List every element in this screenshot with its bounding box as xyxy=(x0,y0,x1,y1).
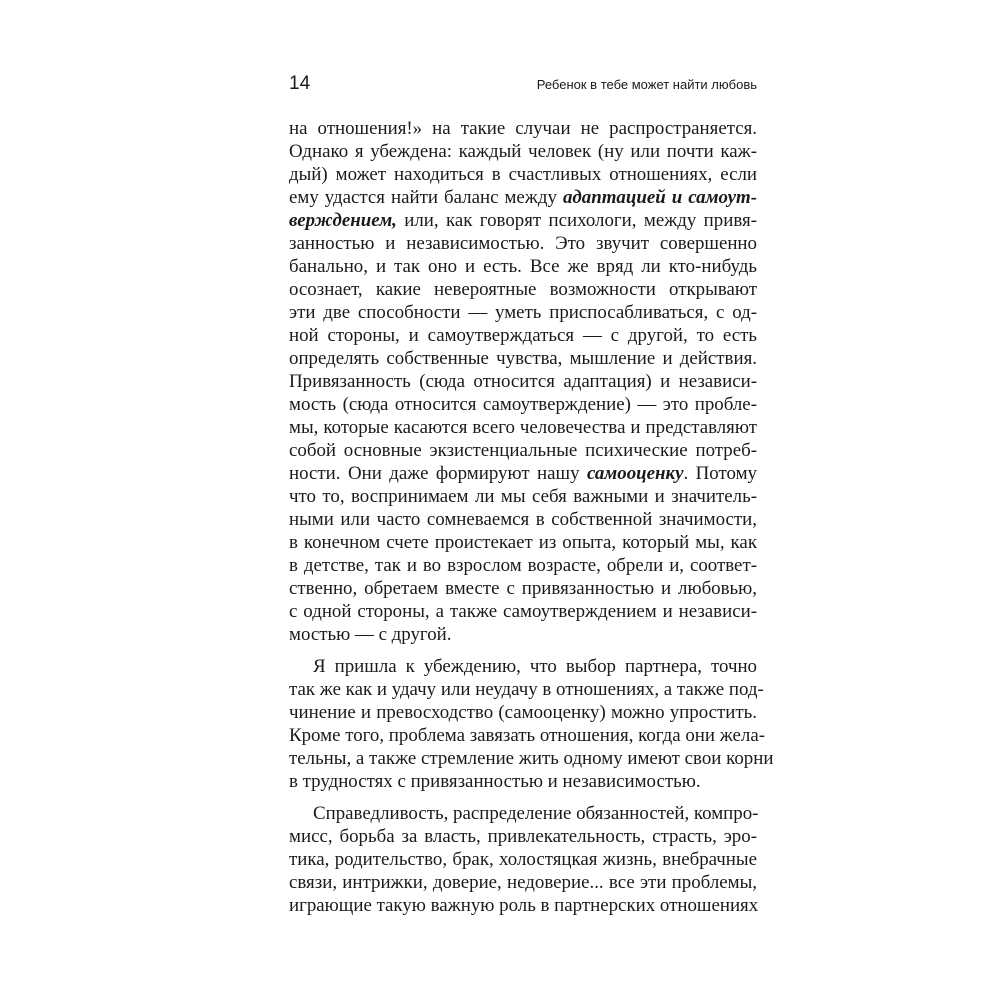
text-line xyxy=(289,324,757,347)
text-line xyxy=(289,140,757,163)
text-line xyxy=(289,439,757,462)
text-line xyxy=(289,623,757,646)
text-line xyxy=(289,770,757,793)
text-line xyxy=(289,186,757,209)
text-line xyxy=(289,531,757,554)
page-number: 14 xyxy=(289,73,311,94)
text-line xyxy=(289,117,757,140)
text-line xyxy=(289,747,774,770)
text-run: в трудностях с привязанностью и независимостью. xyxy=(289,771,701,792)
text-line xyxy=(289,894,757,917)
text-line xyxy=(289,255,757,278)
text-run: с одной стороны, а также самоутверждением и независи- xyxy=(289,601,757,622)
text-line xyxy=(289,416,757,439)
text-run: что то, воспринимаем ли мы себя важными и значитель- xyxy=(289,486,757,507)
text-run: в детстве, так и во взрослом возрасте, обрели и, соответ- xyxy=(289,555,757,576)
text-line xyxy=(289,802,757,825)
text-line xyxy=(289,347,757,370)
text-run: эти две способности — уметь приспосабливаться, с од- xyxy=(289,302,757,323)
text-line xyxy=(289,871,757,894)
paragraph xyxy=(289,655,774,793)
text-line xyxy=(289,485,757,508)
paragraph xyxy=(289,117,757,646)
emphasis-text: адаптацией и самоут- xyxy=(562,187,757,208)
text-line xyxy=(289,163,757,186)
text-line xyxy=(289,724,766,747)
text-run: или, как говорят психологи, между привя- xyxy=(396,210,757,231)
text-run: Однако я убеждена: каждый человек (ну или почти каж- xyxy=(289,141,757,162)
text-line xyxy=(289,232,757,255)
emphasis-text: самооценку xyxy=(586,463,684,484)
text-run: собой основные экзистенциальные психические потреб- xyxy=(289,440,757,461)
text-run: чинение и превосходство (самооценку) можно упростить. xyxy=(289,702,757,723)
text-run: мость (сюда относится самоутверждение) — это пробле- xyxy=(289,394,757,415)
text-run: Я пришла к убеждению, что выбор партнера, точно xyxy=(313,656,757,677)
paragraph xyxy=(289,802,757,917)
text-line xyxy=(289,678,764,701)
text-run: связи, интрижки, доверие, недоверие... все эти проблемы, xyxy=(289,872,757,893)
text-line xyxy=(289,577,757,600)
text-run: играющие такую важную роль в партнерских отношениях xyxy=(289,895,759,916)
text-run: мы, которые касаются всего человечества и представляют xyxy=(289,417,757,438)
text-run: Привязанность (сюда относится адаптация) и независи- xyxy=(289,371,757,392)
text-line xyxy=(289,554,757,577)
emphasis-text: верждением, xyxy=(289,210,397,231)
text-run: осознает, какие невероятные возможности открывают xyxy=(289,279,757,300)
text-line xyxy=(289,825,757,848)
text-line xyxy=(289,462,757,485)
text-line xyxy=(289,701,757,724)
text-run: определять собственные чувства, мышление и действия. xyxy=(289,348,757,369)
running-head xyxy=(289,68,757,98)
running-title: Ребенок в тебе может найти любовь xyxy=(536,77,757,92)
text-run: так же как и удачу или неудачу в отношениях, а также под- xyxy=(289,679,764,700)
text-run: занностью и независимостью. Это звучит совершенно xyxy=(289,233,757,254)
text-run: дый) может находиться в счастливых отношениях, если xyxy=(289,164,757,185)
text-run: Справедливость, распределение обязанностей, компро- xyxy=(313,803,759,824)
text-line xyxy=(289,655,757,678)
text-run: Кроме того, проблема завязать отношения, когда они жела- xyxy=(289,725,766,746)
text-run: мисс, борьба за власть, привлекательность, страсть, эро- xyxy=(289,826,757,847)
text-line xyxy=(289,209,757,232)
text-run: . Потому xyxy=(683,463,757,484)
text-run: на отношения!» на такие случаи не распространяется. xyxy=(289,118,757,139)
text-line xyxy=(289,393,757,416)
text-run: тика, родительство, брак, холостяцкая жизнь, внебрачные xyxy=(289,849,757,870)
text-line xyxy=(289,370,757,393)
text-run: ными или часто сомневаемся в собственной значимости, xyxy=(289,509,757,530)
text-run: тельны, а также стремление жить одному имеют свои корни xyxy=(289,748,774,769)
text-line xyxy=(289,278,757,301)
text-run: банально, и так оно и есть. Все же вряд ли кто-нибудь xyxy=(289,256,757,277)
text-line xyxy=(289,508,757,531)
text-run: ственно, обретаем вместе с привязанностью и любовью, xyxy=(289,578,757,599)
text-run: мостью — с другой. xyxy=(289,624,452,645)
text-run: ной стороны, и самоутверждаться — с другой, то есть xyxy=(289,325,757,346)
body-text xyxy=(289,117,774,917)
text-run: в конечном счете проистекает из опыта, который мы, как xyxy=(289,532,757,553)
text-run: ности. Они даже формируют нашу xyxy=(289,463,587,484)
text-line xyxy=(289,301,757,324)
text-line xyxy=(289,848,757,871)
text-run: ему удастся найти баланс между xyxy=(289,187,563,208)
text-line xyxy=(289,600,757,623)
